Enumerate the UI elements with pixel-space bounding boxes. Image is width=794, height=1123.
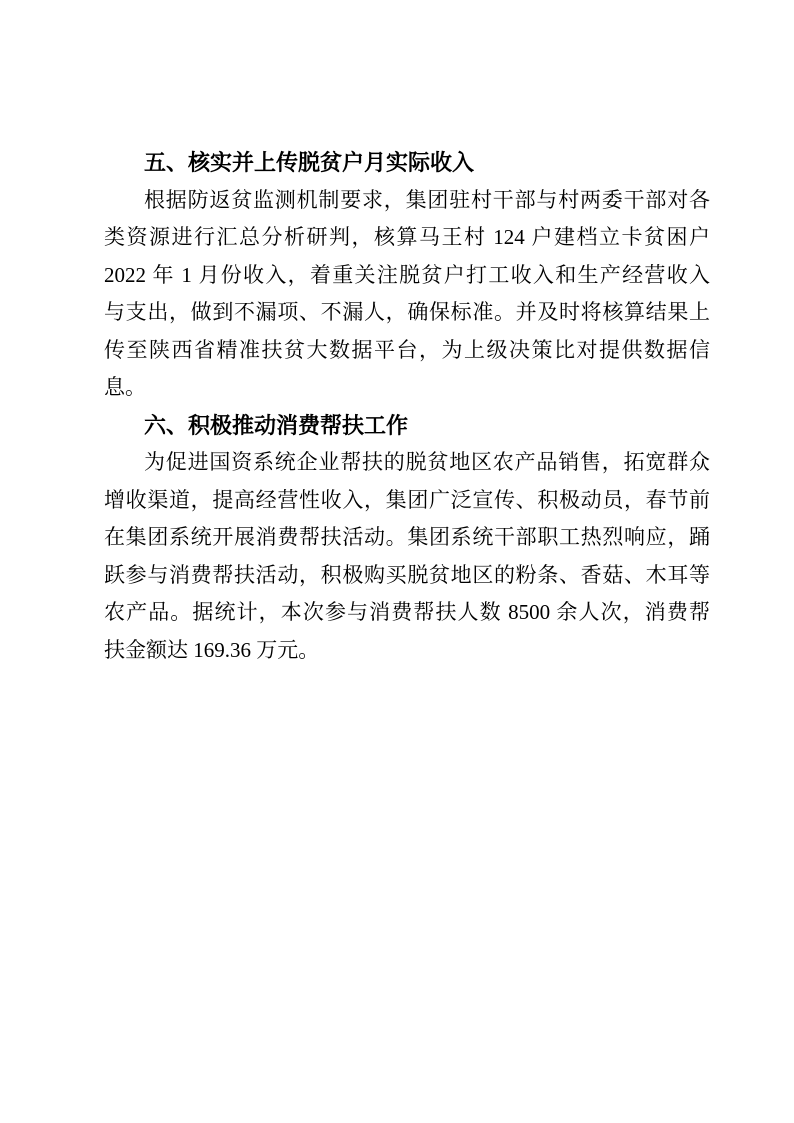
section-6-paragraph-line: 在集团系统开展消费帮扶活动。集团系统干部职工热烈响应，踊 — [104, 525, 710, 549]
section-6-paragraph-line: 农产品。据统计，本次参与消费帮扶人数 8500 余人次，消费帮 — [104, 600, 710, 624]
section-6-paragraph-line: 增收渠道，提高经营性收入，集团广泛宣传、积极动员，春节前 — [104, 487, 710, 512]
section-5-paragraph-line: 根据防返贫监测机制要求，集团驻村干部与村两委干部对各 — [144, 187, 710, 212]
document-body — [104, 144, 710, 669]
section-6-paragraph-line: 扶金额达 169.36 万元。 — [104, 637, 320, 662]
section-5-paragraph-line: 2022 年 1 月份收入，着重关注脱贫户打工收入和生产经营收入 — [104, 262, 710, 287]
section-5-paragraph-line: 类资源进行汇总分析研判，核算马王村 124 户建档立卡贫困户 — [104, 225, 710, 249]
section-6-paragraph-line: 跃参与消费帮扶活动，积极购买脱贫地区的粉条、香菇、木耳等 — [104, 562, 710, 587]
section-5-paragraph-line: 与支出，做到不漏项、不漏人，确保标准。并及时将核算结果上 — [104, 300, 710, 324]
section-5-heading: 五、核实并上传脱贫户月实际收入 — [144, 150, 475, 175]
section-5-paragraph-line: 息。 — [104, 375, 146, 399]
section-6-heading: 六、积极推动消费帮扶工作 — [144, 412, 409, 438]
section-5-paragraph-line: 传至陕西省精准扶贫大数据平台，为上级决策比对提供数据信 — [104, 337, 710, 362]
section-6-paragraph-line: 为促进国资系统企业帮扶的脱贫地区农产品销售，拓宽群众 — [144, 450, 710, 474]
